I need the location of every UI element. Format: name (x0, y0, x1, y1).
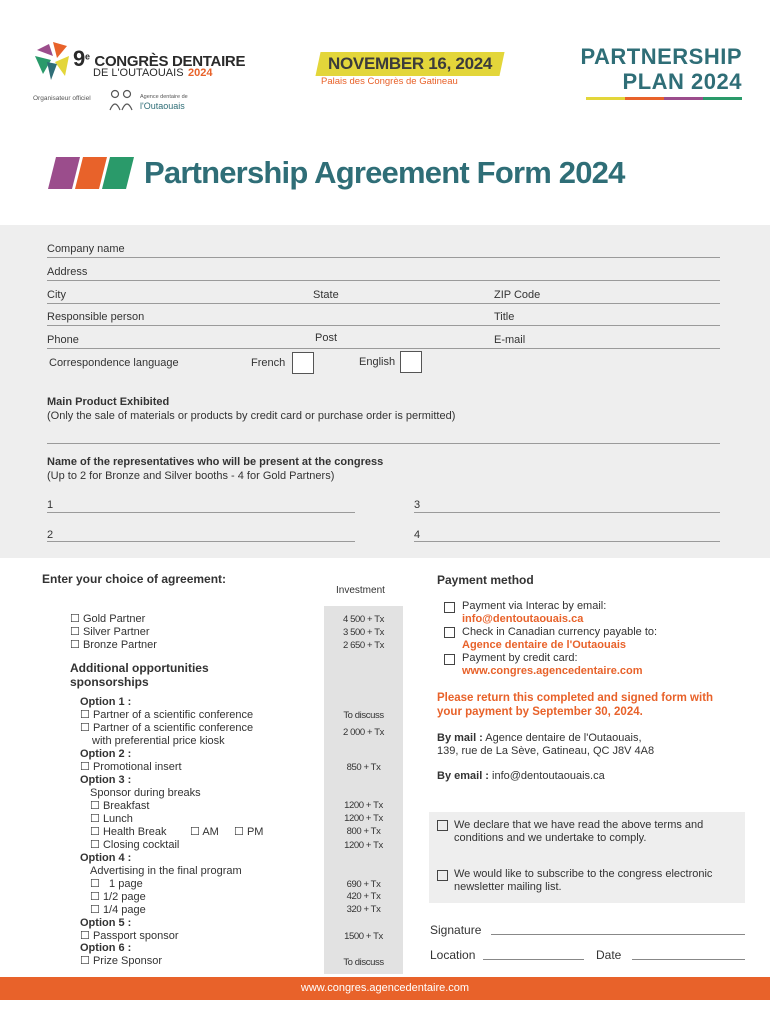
page-title: Partnership Agreement Form 2024 (144, 155, 625, 190)
congress-logo (33, 40, 246, 85)
passport-option[interactable]: ☐ Passport sponsor (80, 930, 179, 942)
option1-label: Option 1 : (80, 696, 132, 708)
mail-address-line1: By mail : Agence dentaire de l'Outaouais, (437, 732, 642, 744)
declare-line1: We declare that we have read the above terms and (454, 819, 704, 831)
page1-option[interactable]: ☐ 1 page (90, 878, 143, 890)
agreement-heading: Enter your choice of agreement: (42, 572, 227, 586)
people-icon (108, 88, 134, 114)
am-option[interactable]: ☐ AM (190, 826, 219, 838)
info-panel (0, 225, 770, 558)
rep4-label: 4 (414, 529, 421, 541)
agency-line1: Agence dentaire de (140, 94, 188, 100)
location-line[interactable] (483, 959, 584, 960)
option1-b[interactable]: ☐ Partner of a scientific conference (80, 722, 254, 734)
responsible-label: Responsible person (47, 311, 145, 323)
option3-sub: Sponsor during breaks (90, 787, 201, 799)
lunch-option[interactable]: ☐ Lunch (90, 813, 133, 825)
correspondence-label: Correspondence language (49, 357, 179, 369)
interac-email[interactable]: info@dentoutaouais.ca (462, 613, 584, 625)
post-label: Post (315, 332, 338, 344)
option2-label: Option 2 : (80, 748, 132, 760)
option2-a-price: 850 + Tx (346, 762, 381, 773)
main-product-line[interactable] (47, 443, 720, 444)
pm-option[interactable]: ☐ PM (234, 826, 264, 838)
email-label: E-mail (494, 334, 526, 346)
congress-suffix: e (84, 51, 90, 62)
quarter-page-option[interactable]: ☐ 1/4 page (90, 904, 146, 916)
address-line[interactable] (47, 280, 720, 281)
address-label: Address (47, 266, 88, 278)
return-note-1: Please return this completed and signed form with (437, 692, 714, 704)
organizer-label: Organisateur officiel (33, 95, 91, 102)
silver-price: 3 500 + Tx (343, 627, 384, 638)
english-label: English (359, 356, 396, 368)
date-line[interactable] (632, 959, 745, 960)
footer-bar (0, 977, 770, 1000)
option4-sub: Advertising in the final program (90, 865, 242, 877)
main-product-title: Main Product Exhibited (47, 396, 170, 408)
gold-price: 4 500 + Tx (343, 614, 384, 625)
email-address: By email : info@dentoutaouais.ca (437, 770, 605, 782)
subscribe-checkbox[interactable] (437, 870, 448, 881)
bronze-price: 2 650 + Tx (343, 640, 384, 651)
congress-number: 9 (73, 46, 85, 71)
main-product-note: (Only the sale of materials or products by credit card or purchase order is permitted) (47, 410, 456, 422)
congress-region: DE L'OUTAOUAIS (93, 67, 184, 79)
title-label: Title (494, 311, 515, 323)
agency-logo (108, 88, 198, 118)
declare-checkbox[interactable] (437, 820, 448, 831)
lunch-price: 1200 + Tx (344, 813, 383, 824)
prize-option[interactable]: ☐ Prize Sponsor (80, 955, 163, 967)
option1-b-price: 2 000 + Tx (343, 727, 384, 738)
signature-line[interactable] (491, 934, 745, 935)
passport-price: 1500 + Tx (344, 931, 383, 942)
option1-a[interactable]: ☐ Partner of a scientific conference (80, 709, 254, 721)
rep4-line[interactable] (414, 541, 720, 542)
interac-label: Payment via Interac by email: (462, 600, 607, 612)
reps-note: (Up to 2 for Bronze and Silver booths - 4 for Gold Partners) (47, 470, 335, 482)
additional-heading-1: Additional opportunities (70, 661, 209, 675)
french-label: French (251, 357, 286, 369)
prize-price: To discuss (343, 957, 384, 968)
responsible-line[interactable] (47, 325, 720, 326)
additional-heading-2: sponsorships (70, 675, 149, 689)
half-page-option[interactable]: ☐ 1/2 page (90, 891, 146, 903)
mail-address-line2: 139, rue de La Sève, Gatineau, QC J8V 4A8 (437, 745, 655, 757)
credit-url[interactable]: www.congres.agencedentaire.com (462, 665, 643, 677)
venue: Palais des Congrès de Gatineau (321, 76, 458, 87)
quarter-page-price: 320 + Tx (346, 904, 381, 915)
company-name-line[interactable] (47, 257, 720, 258)
investment-column (324, 606, 403, 974)
city-label: City (47, 289, 66, 301)
city-line[interactable] (47, 303, 720, 304)
breakfast-price: 1200 + Tx (344, 800, 383, 811)
plan-title-line2: PLAN 2024 (622, 69, 742, 94)
phone-line[interactable] (47, 348, 720, 349)
rep3-line[interactable] (414, 512, 720, 513)
zip-label: ZIP Code (494, 289, 541, 301)
gold-partner-option[interactable]: ☐ Gold Partner (70, 613, 146, 625)
footer-url[interactable]: www.congres.agencedentaire.com (300, 982, 470, 994)
bronze-partner-option[interactable]: ☐ Bronze Partner (70, 639, 157, 651)
color-bars (52, 157, 133, 194)
payment-heading: Payment method (437, 573, 534, 587)
cheque-checkbox[interactable] (444, 627, 455, 638)
option1-b-line2: with preferential price kiosk (92, 735, 225, 747)
signature-label: Signature (430, 923, 482, 937)
rep1-line[interactable] (47, 512, 355, 513)
health-break-option[interactable]: ☐ Health Break (90, 826, 167, 838)
tooth-logo-icon (33, 40, 73, 82)
cheque-label: Check in Canadian currency payable to: (462, 626, 658, 638)
closing-price: 1200 + Tx (344, 840, 383, 851)
declare-line2: conditions and we undertake to comply. (454, 832, 647, 844)
return-note-2: your payment by September 30, 2024. (437, 706, 643, 718)
investment-heading: Investment (336, 585, 385, 596)
silver-partner-option[interactable]: ☐ Silver Partner (70, 626, 150, 638)
breakfast-option[interactable]: ☐ Breakfast (90, 800, 150, 812)
company-name-label: Company name (47, 243, 125, 255)
reps-title: Name of the representatives who will be present at the congress (47, 456, 384, 468)
rep2-line[interactable] (47, 541, 355, 542)
option6-label: Option 6 : (80, 942, 132, 954)
option1-a-price: To discuss (343, 710, 384, 721)
interac-checkbox[interactable] (444, 602, 455, 613)
cheque-payee: Agence dentaire de l'Outaouais (462, 639, 626, 651)
rep2-label: 2 (47, 529, 54, 541)
credit-label: Payment by credit card: (462, 652, 578, 664)
english-checkbox[interactable] (400, 351, 422, 373)
rainbow-divider (586, 97, 742, 100)
congress-name: CONGRÈS DENTAIRE (94, 53, 246, 70)
agency-line2: l'Outaouais (140, 101, 185, 111)
congress-year: 2024 (187, 67, 213, 79)
state-label: State (313, 289, 339, 301)
date-label: Date (596, 948, 622, 962)
subscribe-line2: newsletter mailing list. (454, 881, 562, 893)
option4-label: Option 4 : (80, 852, 132, 864)
plan-title (560, 44, 742, 100)
plan-title-line1: PARTNERSHIP (580, 44, 742, 69)
closing-option[interactable]: ☐ Closing cocktail (90, 839, 180, 851)
location-label: Location (430, 948, 476, 962)
credit-checkbox[interactable] (444, 654, 455, 665)
french-checkbox[interactable] (292, 352, 314, 374)
option3-label: Option 3 : (80, 774, 132, 786)
page1-price: 690 + Tx (346, 879, 381, 890)
rep3-label: 3 (414, 499, 421, 511)
half-page-price: 420 + Tx (346, 891, 381, 902)
health-price: 800 + Tx (346, 826, 381, 837)
option5-label: Option 5 : (80, 917, 132, 929)
subscribe-line1: We would like to subscribe to the congress electronic (454, 868, 713, 880)
date-text: NOVEMBER 16, 2024 (328, 54, 493, 73)
phone-label: Phone (47, 334, 79, 346)
date-banner (315, 52, 504, 76)
rep1-label: 1 (47, 499, 54, 511)
option2-a[interactable]: ☐ Promotional insert (80, 761, 182, 773)
